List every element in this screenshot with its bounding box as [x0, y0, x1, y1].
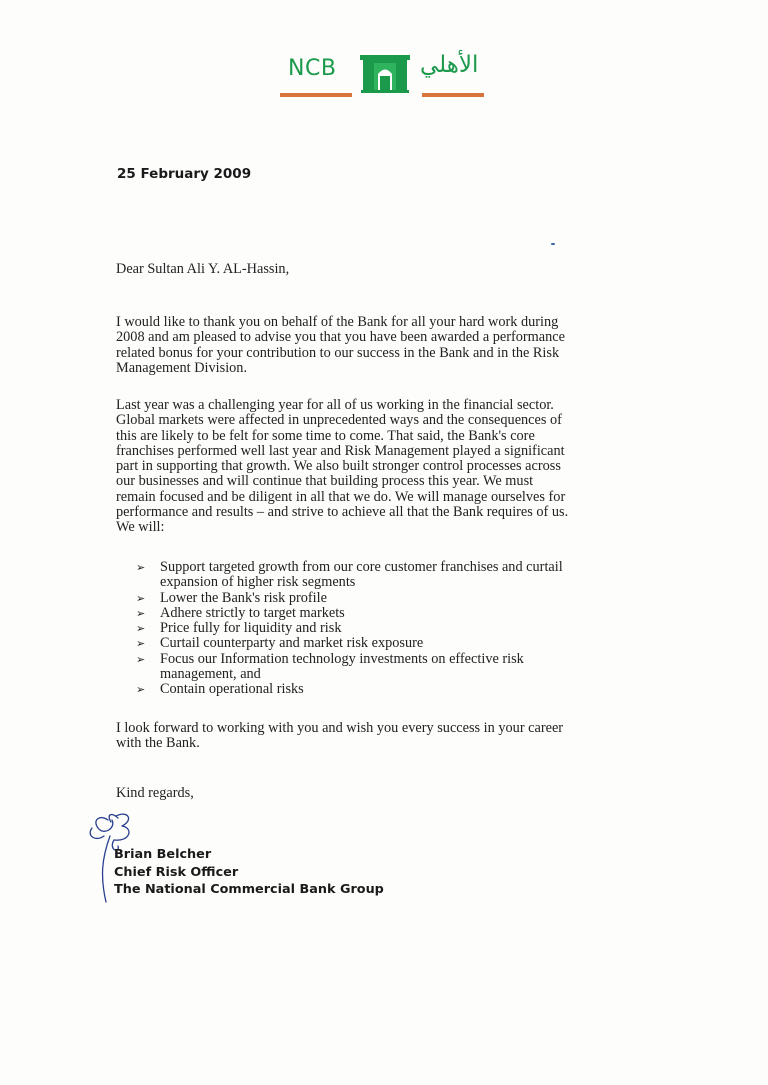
paragraph-line: performance and results – and strive to achieve all that the Bank requires of us.	[116, 504, 569, 521]
paragraph-line: Last year was a challenging year for all of us working in the financial sector.	[116, 397, 554, 413]
letterhead-logo	[280, 46, 490, 102]
paragraph-line: Global markets were affected in unprecedented ways and the consequences of	[116, 412, 562, 429]
list-item	[136, 636, 563, 651]
list-item	[136, 621, 563, 636]
arrow-bullet-icon: ➢	[136, 591, 146, 605]
arrow-bullet-icon: ➢	[136, 637, 146, 651]
list-item	[136, 652, 563, 683]
paragraph-line: related bonus for your contribution to our success in the Bank and in the Risk	[116, 344, 560, 361]
list-item-text: Focus our Information technology investments on effective risk	[160, 650, 524, 667]
logo-underline-left	[280, 93, 352, 97]
arrow-bullet-icon: ➢	[136, 622, 146, 636]
signatory-name: Brian Belcher	[114, 847, 212, 862]
list-item	[136, 606, 563, 621]
closing-regards: Kind regards,	[116, 785, 194, 801]
paragraph-line: our businesses and will continue that building process this year. We must	[116, 473, 534, 490]
objectives-list	[136, 560, 563, 698]
list-item-text: Price fully for liquidity and risk	[160, 620, 342, 637]
logo-latin-text: NCB	[288, 56, 337, 81]
paragraph-line: remain focused and be diligent in all that we do. We will manage ourselves for	[116, 488, 566, 505]
arrow-bullet-icon: ➢	[136, 683, 146, 697]
list-item	[136, 682, 563, 697]
paragraph-line: Management Division.	[116, 359, 248, 376]
list-item	[136, 591, 563, 606]
list-item-text: Lower the Bank's risk profile	[160, 589, 327, 606]
signatory-title: Chief Risk Officer	[114, 864, 239, 880]
arrow-bullet-icon: ➢	[136, 606, 146, 620]
logo-arabic-text: الأهلي	[420, 52, 479, 78]
paragraph-line: We will:	[116, 519, 165, 536]
paragraph-line: I look forward to working with you and wish you every success in your career	[116, 720, 564, 736]
signature-block	[114, 846, 384, 899]
list-item-text: Contain operational risks	[160, 681, 304, 698]
salutation: Dear Sultan Ali Y. AL-Hassin,	[116, 261, 290, 277]
arrow-bullet-icon: ➢	[136, 652, 146, 666]
list-item-text: Curtail counterparty and market risk exposure	[160, 635, 424, 652]
paragraph-line: I would like to thank you on behalf of the Bank for all your hard work during	[116, 314, 559, 330]
letter-date: 25 February 2009	[117, 166, 252, 182]
list-item	[136, 560, 563, 591]
signatory-organization: The National Commercial Bank Group	[114, 882, 384, 897]
paragraph-line: franchises performed well last year and Risk Management played a significant	[116, 442, 565, 459]
paragraph-line: 2008 and am pleased to advise you that you have been awarded a performance	[116, 329, 565, 346]
arrow-bullet-icon: ➢	[136, 561, 146, 574]
list-item-text: management, and	[160, 666, 261, 683]
paragraph-context	[116, 398, 676, 536]
list-item-text: Support targeted growth from our core customer franchises and curtail	[160, 559, 563, 575]
list-item-text: expansion of higher risk segments	[160, 574, 356, 591]
list-item-text: Adhere strictly to target markets	[160, 604, 345, 621]
paragraph-line: part in supporting that growth. We also built stronger control processes across	[116, 458, 561, 475]
logo-underline-right	[422, 93, 484, 97]
paragraph-line: this are likely to be felt for some time to come. That said, the Bank's core	[116, 427, 535, 444]
paragraph-thanks	[116, 315, 676, 376]
scan-speck	[551, 243, 555, 245]
paragraph-closing	[116, 721, 676, 752]
bank-arch-emblem-icon	[359, 52, 411, 94]
paragraph-line: with the Bank.	[116, 735, 200, 752]
